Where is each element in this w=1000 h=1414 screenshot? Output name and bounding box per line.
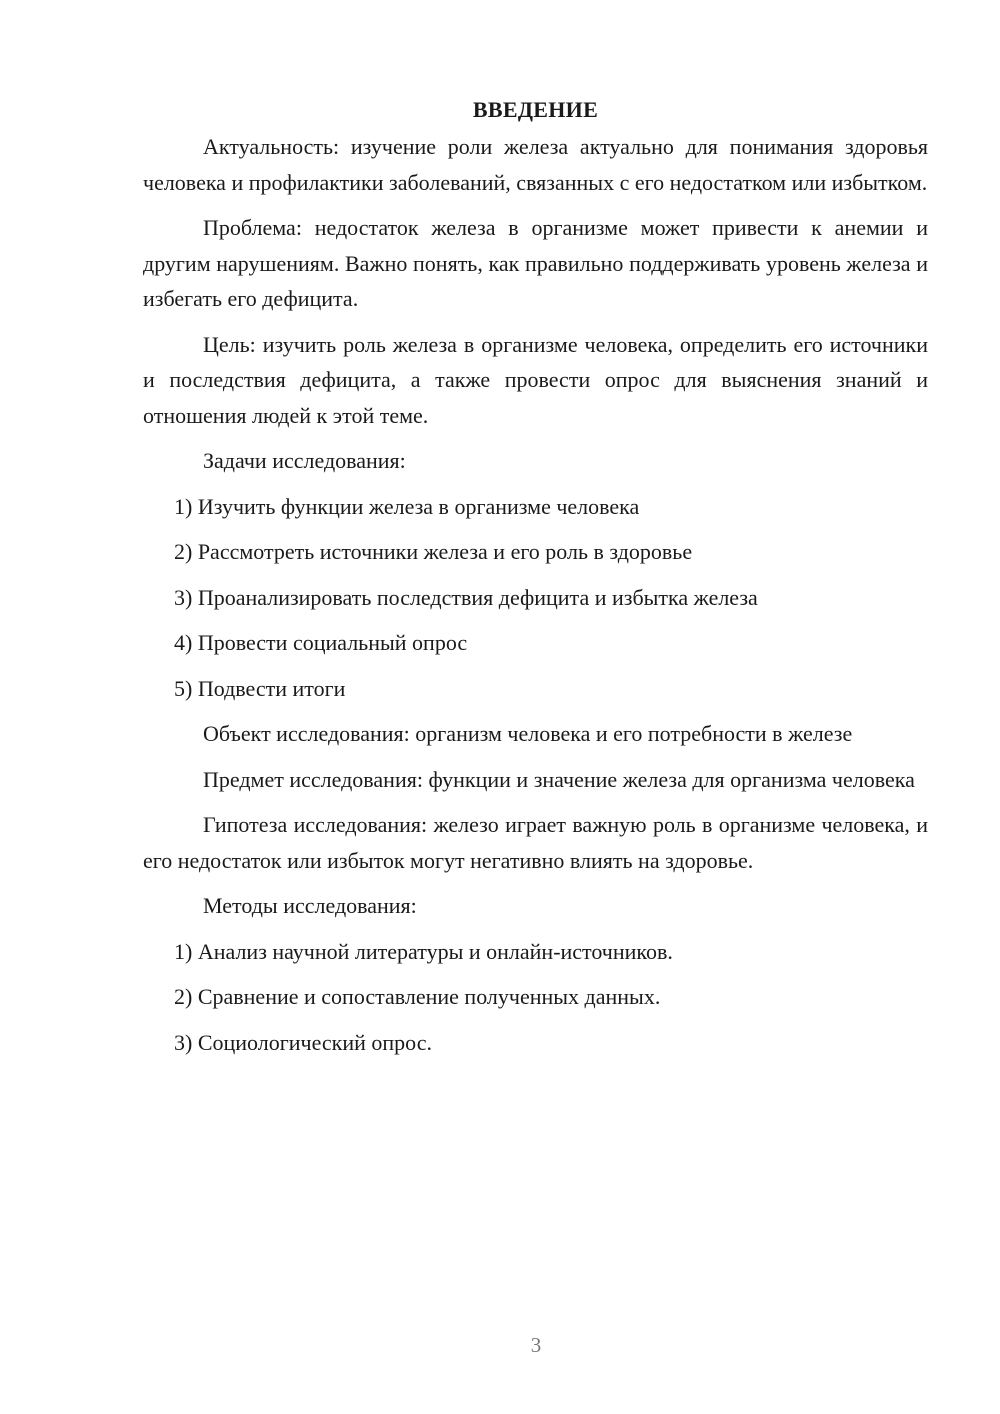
relevance-paragraph: Актуальность: изучение роли железа актуально для понимания здоровья человека и профилактики заболеваний, связанных с его недостатком или избытком.	[143, 134, 928, 195]
page-content	[143, 93, 928, 1070]
subject-paragraph: Предмет исследования: функции и значение железа для организма человека	[203, 766, 915, 792]
method-item: 1) Анализ научной литературы и онлайн-источников.	[174, 938, 673, 964]
task-item: 2) Рассмотреть источники железа и его роль в здоровье	[174, 539, 693, 564]
task-item: 4) Провести социальный опрос	[174, 630, 468, 655]
task-item: 5) Подвести итоги	[174, 675, 346, 701]
task-item: 3) Проанализировать последствия дефицита и избытка железа	[174, 584, 758, 610]
page-heading: ВВЕДЕНИЕ	[472, 97, 599, 122]
problem-paragraph: Проблема: недостаток железа в организме может привести к анемии и другим нарушениям. Важно понять, как правильно поддерживать уровень железа и избегать его дефицита.	[143, 215, 928, 311]
object-paragraph: Объект исследования: организм человека и его потребности в железе	[203, 721, 853, 746]
tasks-title: Задачи исследования:	[203, 448, 406, 473]
method-item: 3) Социологический опрос.	[174, 1029, 432, 1055]
methods-title: Методы исследования:	[203, 893, 417, 918]
goal-paragraph: Цель: изучить роль железа в организме человека, определить его источники и последствия дефицита, а также провести опрос для выяснения знаний и отношения людей к этой теме.	[143, 331, 928, 428]
page-number: 3	[530, 1333, 542, 1357]
hypothesis-paragraph: Гипотеза исследования: железо играет важную роль в организме человека, и его недостаток или избыток могут негативно влиять на здоровье.	[143, 812, 928, 873]
task-item: 1) Изучить функции железа в организме человека	[174, 493, 640, 519]
method-item: 2) Сравнение и сопоставление полученных данных.	[174, 984, 661, 1009]
